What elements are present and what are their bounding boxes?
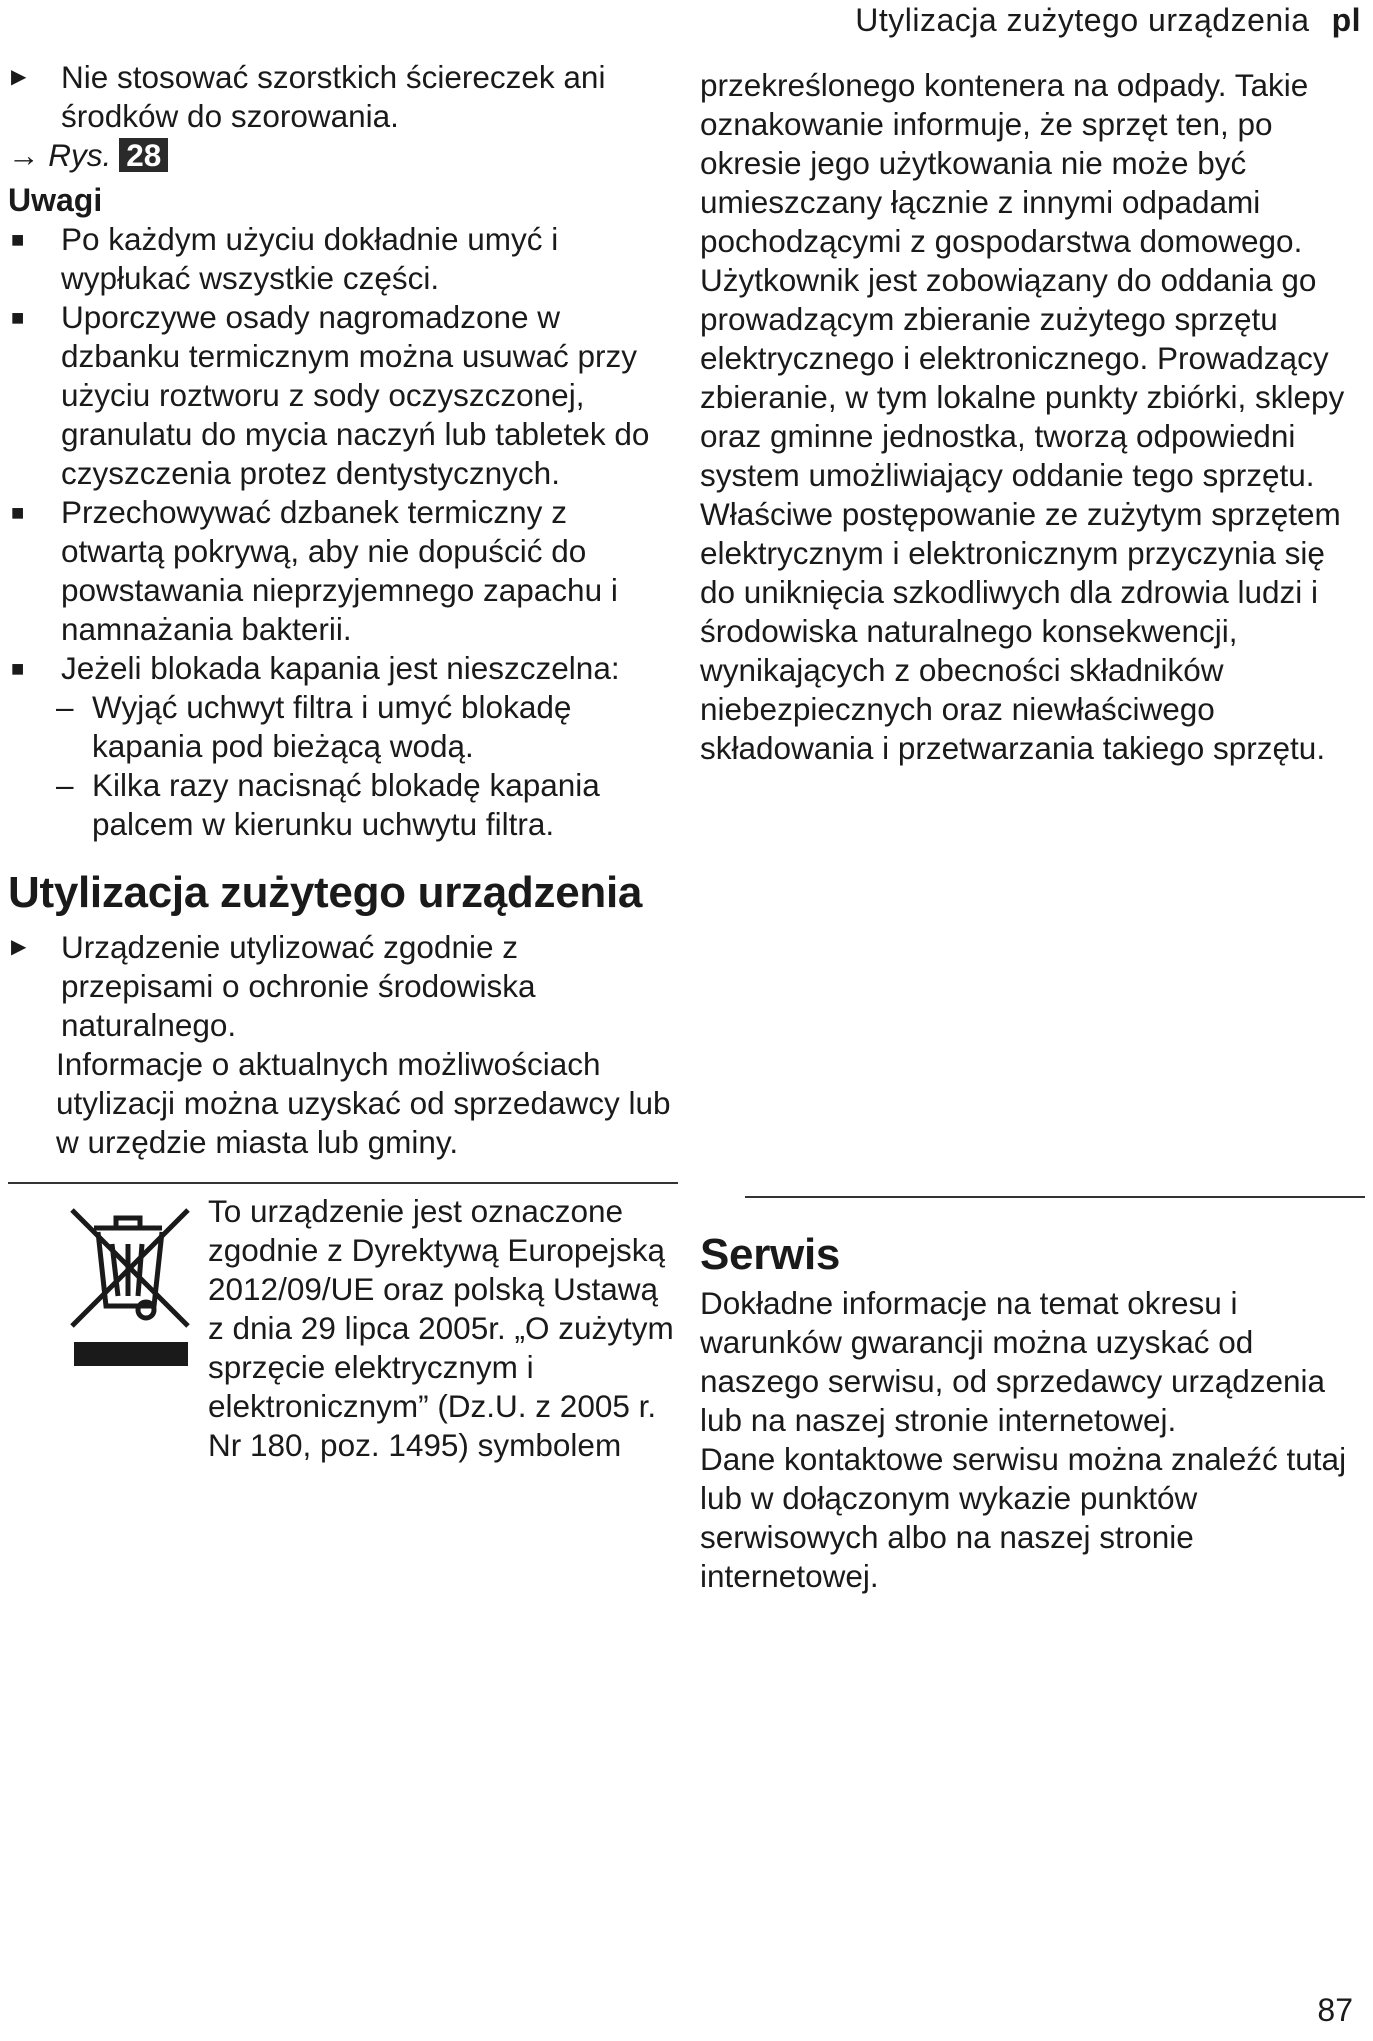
notes-heading: Uwagi <box>8 182 103 218</box>
section-divider <box>8 1182 678 1184</box>
service-contact-text: Dane kontaktowe serwisu można znaleźć tutaj lub w dołączonym wykazie punktów serwisowych albo na naszej stronie internetowej. <box>700 1441 1347 1594</box>
care-instruction <box>8 58 678 136</box>
square-bullet-icon: ■ <box>11 500 25 525</box>
note-subitem-text: Kilka razy nacisnąć blokadę kapania palcem w kierunku uchwytu filtra. <box>92 767 600 842</box>
disposal-info-text: Informacje o aktualnych możliwościach utylizacji można uzyskać od sprzedawcy lub w urzędzie miasta lub gminy. <box>56 1046 671 1160</box>
figure-reference-label: → Rys. <box>8 137 112 173</box>
weee-notice-text: To urządzenie jest oznaczone zgodnie z Dyrektywą Europejską 2012/09/UE oraz polską Ustawą z dnia 29 lipca 2005r. „O zużytym sprzęcie elektrycznym i elektronicznym” (Dz.U. z 2005 r. Nr 180, poz. 1495) symbolem <box>208 1193 674 1463</box>
note-item <box>8 298 678 493</box>
page-number: 87 <box>1317 1992 1353 2028</box>
note-item-text: Uporczywe osady nagromadzone w dzbanku termicznym można usuwać przy użyciu roztworu z sody oczyszczonej, granulatu do mycia naczyń lub tabletek do czyszczenia protez dentystycznych. <box>61 299 650 491</box>
figure-reference <box>8 136 678 175</box>
disposal-instruction-text: Urządzenie utylizować zgodnie z przepisami o ochronie środowiska naturalnego. <box>61 929 536 1043</box>
triangle-bullet-icon: ▶ <box>11 66 27 88</box>
note-subitem <box>8 766 678 844</box>
square-bullet-icon: ■ <box>11 656 25 681</box>
service-heading: Serwis <box>700 1230 841 1279</box>
square-bullet-icon: ■ <box>11 305 25 330</box>
note-item <box>8 493 678 649</box>
service-section <box>700 1228 1368 1596</box>
header-language-code: pl <box>1331 2 1361 38</box>
note-subitem <box>8 688 678 766</box>
care-instruction-text: Nie stosować szorstkich ściereczek ani środków do szorowania. <box>61 59 606 134</box>
note-item-text: Po każdym użyciu dokładnie umyć i wypłukać wszystkie części. <box>61 221 559 296</box>
note-subitem-text: Wyjąć uchwyt filtra i umyć blokadę kapania pod bieżącą wodą. <box>92 689 572 764</box>
right-column <box>700 66 1368 768</box>
figure-number-badge: 28 <box>119 138 168 172</box>
square-bullet-icon: ■ <box>11 227 25 252</box>
service-warranty-text: Dokładne informacje na temat okresu i warunków gwarancji można uzyskać od naszego serwisu, od sprzedawcy urządzenia lub na naszej stronie internetowej. <box>700 1285 1326 1438</box>
disposal-continued-text: przekreślonego kontenera na odpady. Takie oznakowanie informuje, że sprzęt ten, po okresie jego użytkowania nie może być umieszczany łącznie z innymi odpadami pochodzącymi z gospodarstwa domowego. Użytkownik jest zobowiązany do oddania go prowadzącym zbieranie zużytego sprzętu elektrycznego i elektronicznego. Prowadzący zbieranie, w tym lokalne punkty zbiórki, sklepy oraz gminne jednostka, tworzą odpowiedni system umożliwiający oddanie tego sprzętu. Właściwe postępowanie ze zużytym sprzętem elektrycznym i elektronicznym przyczynia się do uniknięcia szkodliwych dla zdrowia ludzi i środowiska naturalnego konsekwencji, wynikających z obecności składników niebezpiecznych oraz niewłaściwego składowania i przetwarzania takiego sprzętu. <box>700 67 1345 766</box>
note-item <box>8 220 678 298</box>
dash-bullet-icon: – <box>56 767 74 803</box>
disposal-heading: Utylizacja zużytego urządzenia <box>8 868 643 917</box>
weee-notice <box>8 1192 678 1465</box>
left-column <box>8 58 678 1465</box>
note-item-text: Przechowywać dzbanek termiczny z otwartą pokrywą, aby nie dopuścić do powstawania nieprzyjemnego zapachu i namnażania bakterii. <box>61 494 618 647</box>
note-item-text: Jeżeli blokada kapania jest nieszczelna: <box>61 650 620 686</box>
disposal-instruction <box>8 928 678 1045</box>
header-section-title: Utylizacja zużytego urządzenia <box>855 2 1310 38</box>
note-item <box>8 649 678 688</box>
dash-bullet-icon: – <box>56 689 74 725</box>
section-divider <box>745 1196 1365 1198</box>
running-header <box>855 2 1361 39</box>
crossed-out-wheeled-bin-icon <box>8 1192 208 1465</box>
triangle-bullet-icon: ▶ <box>11 936 27 958</box>
